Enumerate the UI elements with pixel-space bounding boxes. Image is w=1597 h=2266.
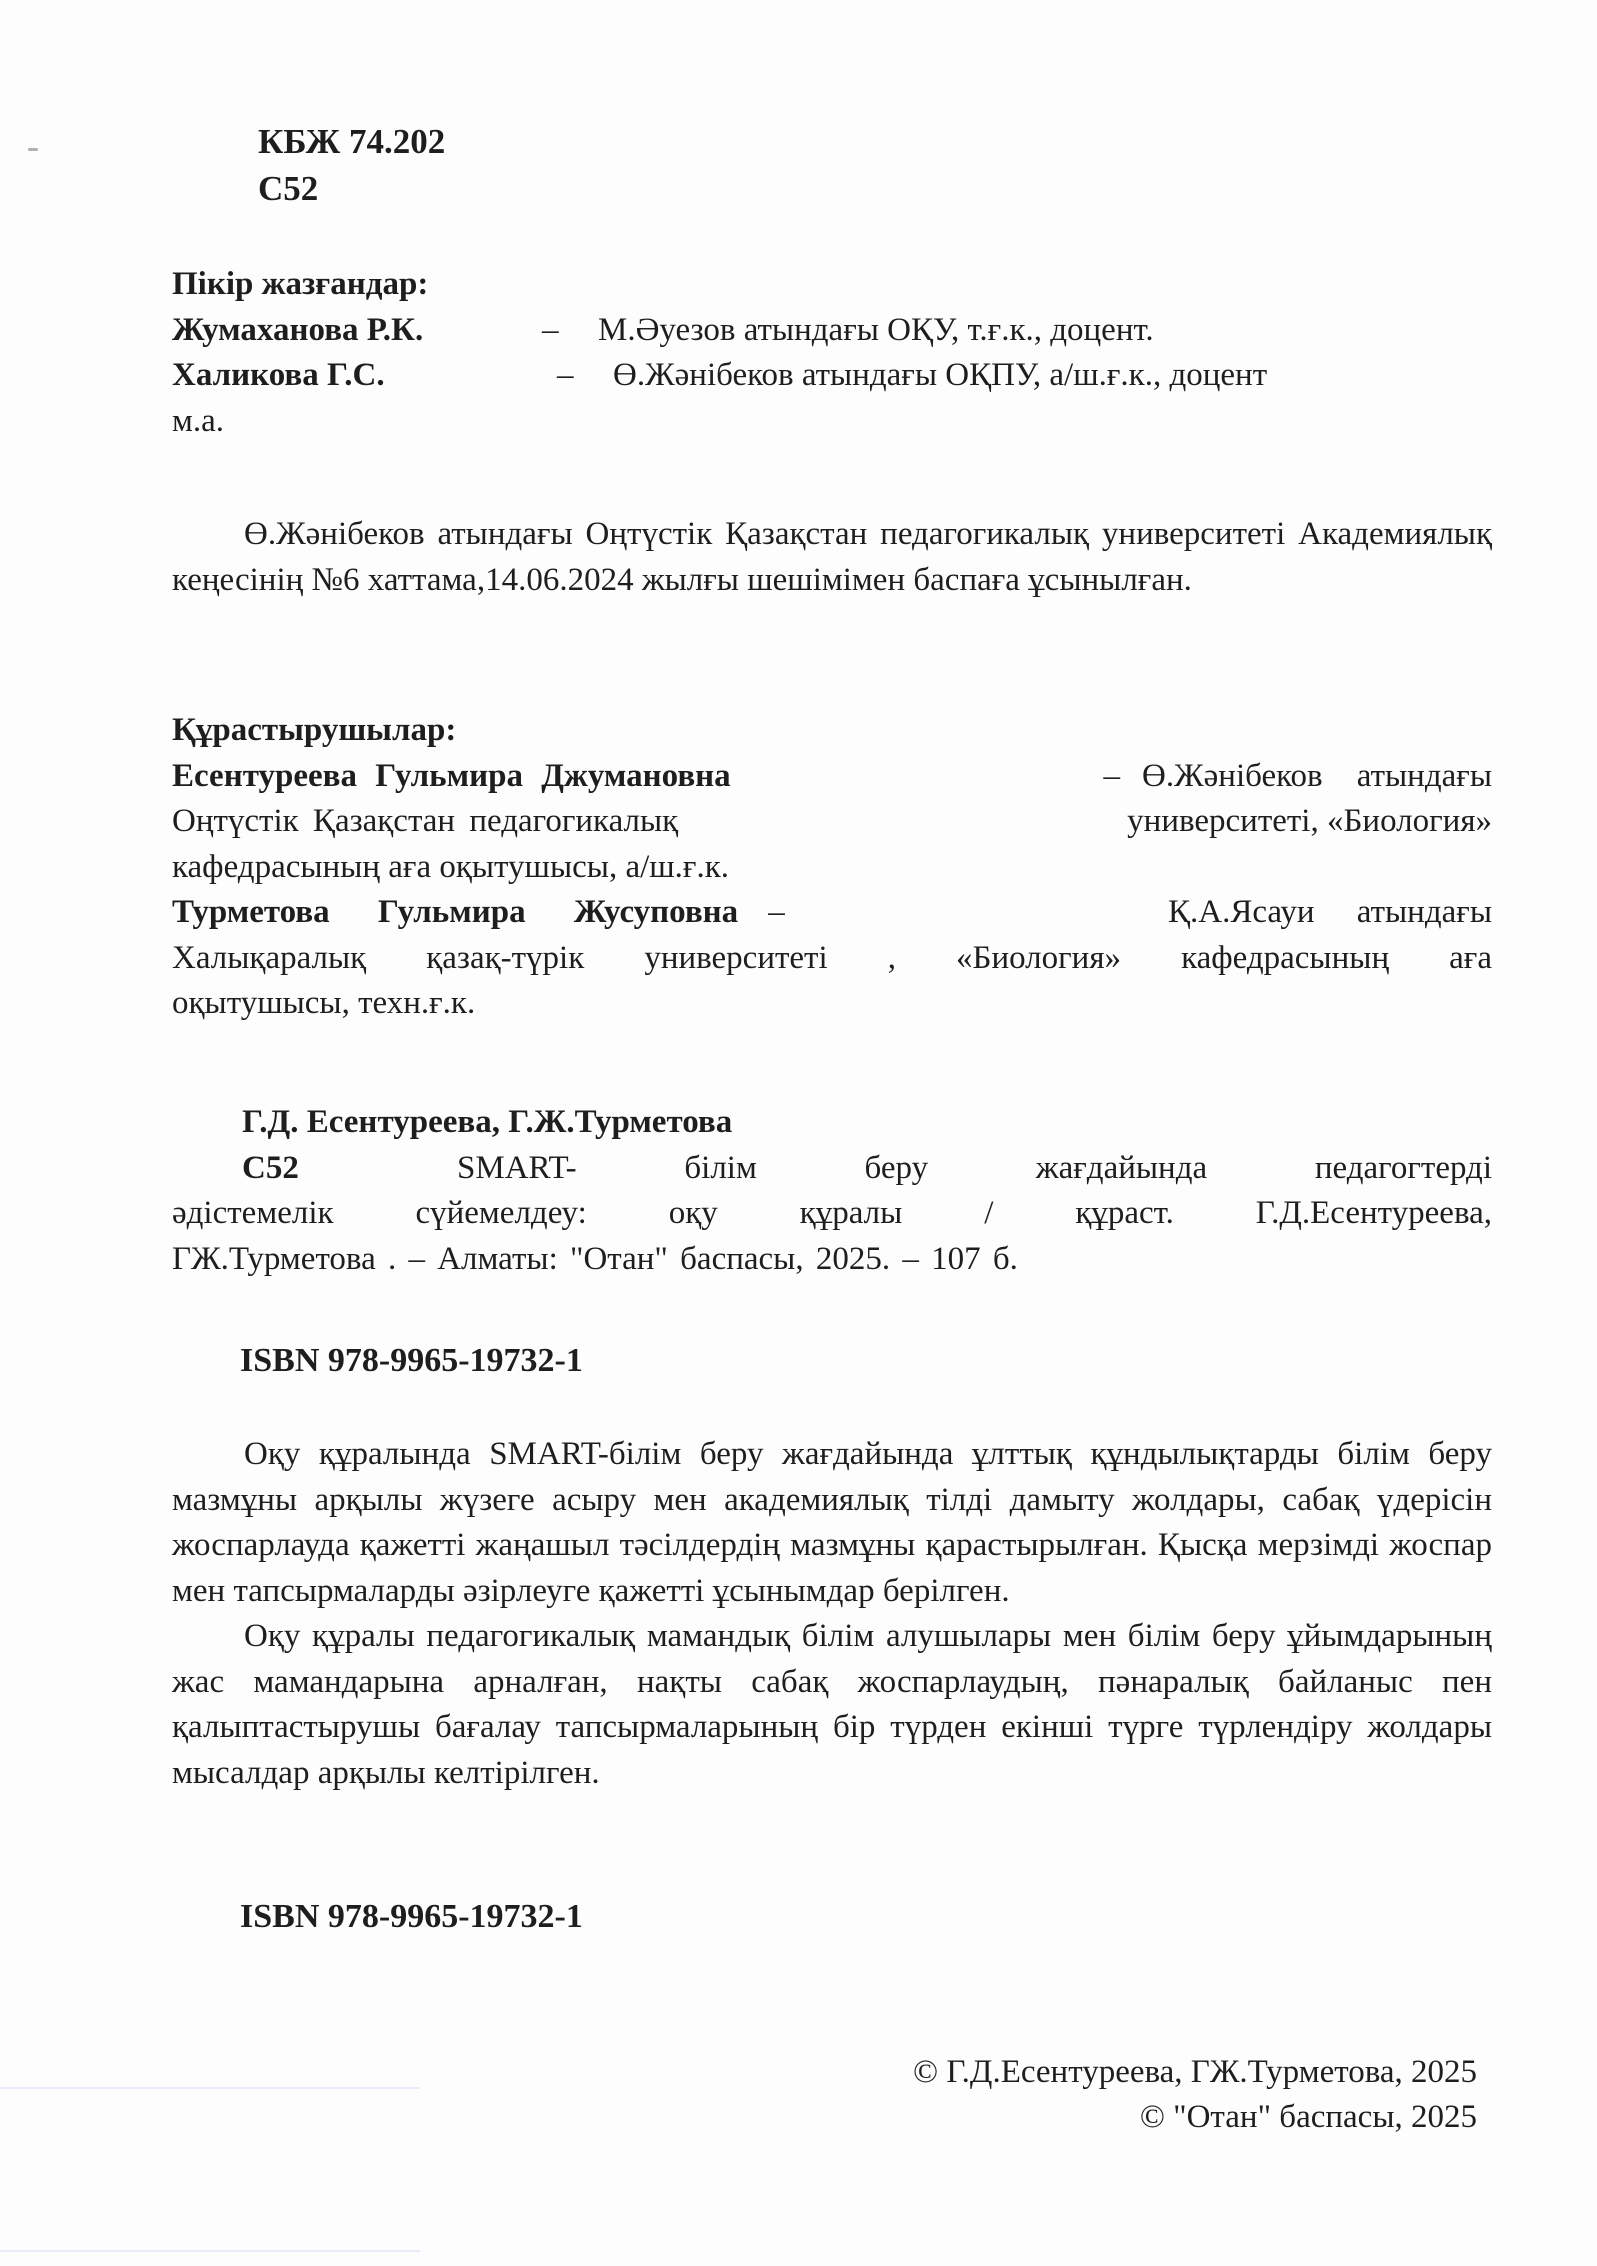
reviewer-name: Жумаханова Р.К. — [172, 311, 424, 348]
bleed-through-stamp — [0, 2055, 480, 2255]
compiler-affiliation: Ө.Жәнібеков атындағы — [1141, 757, 1492, 794]
isbn: ISBN 978-9965-19732-1 — [240, 1342, 583, 1379]
reviewers-heading: Пікір жазғандар: — [172, 266, 429, 302]
biblio-authors: Г.Д. Есентуреева, Г.Ж.Турметова — [242, 1104, 733, 1140]
spacer — [785, 890, 1168, 936]
compiler-name: Турметова Гульмира Жусуповна — [172, 894, 739, 931]
author-mark-code: С52 — [258, 169, 319, 209]
annotation-paragraph: Оқу құралында SMART-білім беру жағдайында ұлттық құндылықтарды білім беру мазмұны арқылы жүзеге асыру мен академиялық тілді дамыту жолдары, сабақ үдерісін жоспарлауда қажетті жаңашыл тәсілдердің мазмұны қарастырылған. Қысқа мерзімді жоспар мен тапсырмаларды әзірлеуге қажетті ұсынымдар берілген. — [172, 1436, 1492, 1609]
annotation — [172, 1432, 1492, 1796]
compiler-line — [172, 890, 1492, 936]
compiler-affiliation: Оңтүстік Қазақстан педагогикалық — [172, 803, 679, 840]
compiler-line — [172, 799, 1492, 845]
stamp-line — [0, 2250, 420, 2252]
compiler-line: кафедрасының аға оқытушысы, а/ш.ғ.к. — [172, 848, 729, 885]
compilers-section — [172, 708, 1492, 1027]
spacer — [731, 754, 1104, 800]
reviewer-affiliation: М.Әуезов атындағы ОҚУ, т.ғ.к., доцент. — [598, 311, 1154, 348]
bibliographic-description — [172, 1100, 1492, 1282]
biblio-title: SMART- білім беру жағдайында педагогтерді — [457, 1149, 1492, 1186]
biblio-code: С52 — [242, 1149, 299, 1186]
kbzh-code: КБЖ 74.202 — [258, 122, 446, 161]
reviewer-affiliation-continuation: м.а. — [172, 402, 225, 439]
reviewer-dash: – — [542, 311, 559, 348]
biblio-title-line — [242, 1146, 1492, 1192]
annotation-paragraph: Оқу құралы педагогикалық мамандық білім алушылары мен білім беру ұйымдарының жас мамандарына арналған, нақты сабақ жоспарлаудың, пәнаралық байланыс пен қалыптастырушы бағалау тапсырмаларының бір түрден екінші түрге түрлендіру жолдары мысалдар арқылы келтірілген. — [172, 1618, 1492, 1791]
compiler-line: оқытушысы, техн.ғ.к. — [172, 985, 476, 1022]
compiler-dash: – — [768, 894, 785, 931]
biblio-line: әдістемелік сүйемелдеу: оқу құралы / құраст. Г.Д.Есентуреева, — [172, 1195, 1492, 1232]
scan-speck — [28, 148, 38, 151]
copyright-publisher: © "Отан" баспасы, 2025 — [1139, 2098, 1477, 2135]
copyright-authors: © Г.Д.Есентуреева, ГЖ.Турметова, 2025 — [913, 2054, 1477, 2090]
isbn: ISBN 978-9965-19732-1 — [240, 1898, 583, 1935]
biblio-line: ГЖ.Турметова . – Алматы: "Отан" баспасы, 2025. – 107 б. — [172, 1240, 1018, 1277]
compiler-name: Есентуреева Гульмира Джумановна — [172, 757, 731, 794]
compiler-line: Халықаралық қазақ-түрік университеті , «Биология» кафедрасының аға — [172, 939, 1492, 976]
copyright-notice — [913, 2050, 1477, 2139]
reviewer-name: Халикова Г.С. — [172, 357, 385, 394]
compiler-dash: – — [1103, 757, 1120, 794]
compiler-affiliation: университеті, «Биология» — [1127, 803, 1492, 840]
publication-recommendation: Ө.Жәнібеков атындағы Оңтүстік Қазақстан педагогикалық университеті Академиялық кеңесінің №6 хаттама,14.06.2024 жылғы шешімімен баспаға ұсынылған. — [172, 516, 1492, 598]
reviewer-affiliation: Ө.Жәнібеков атындағы ОҚПУ, а/ш.ғ.к., доцент — [613, 357, 1268, 394]
classification-codes — [258, 118, 1578, 213]
compilers-heading: Құрастырушылар: — [172, 712, 457, 748]
reviewer-dash: – — [557, 357, 574, 394]
reviewer-row — [172, 308, 1492, 354]
compiler-line — [172, 754, 1492, 800]
reviewer-row — [172, 353, 1492, 399]
compiler-affiliation: Қ.А.Ясауи атындағы — [1168, 894, 1492, 931]
reviewers-section — [172, 262, 1492, 444]
stamp-line — [0, 2087, 420, 2089]
